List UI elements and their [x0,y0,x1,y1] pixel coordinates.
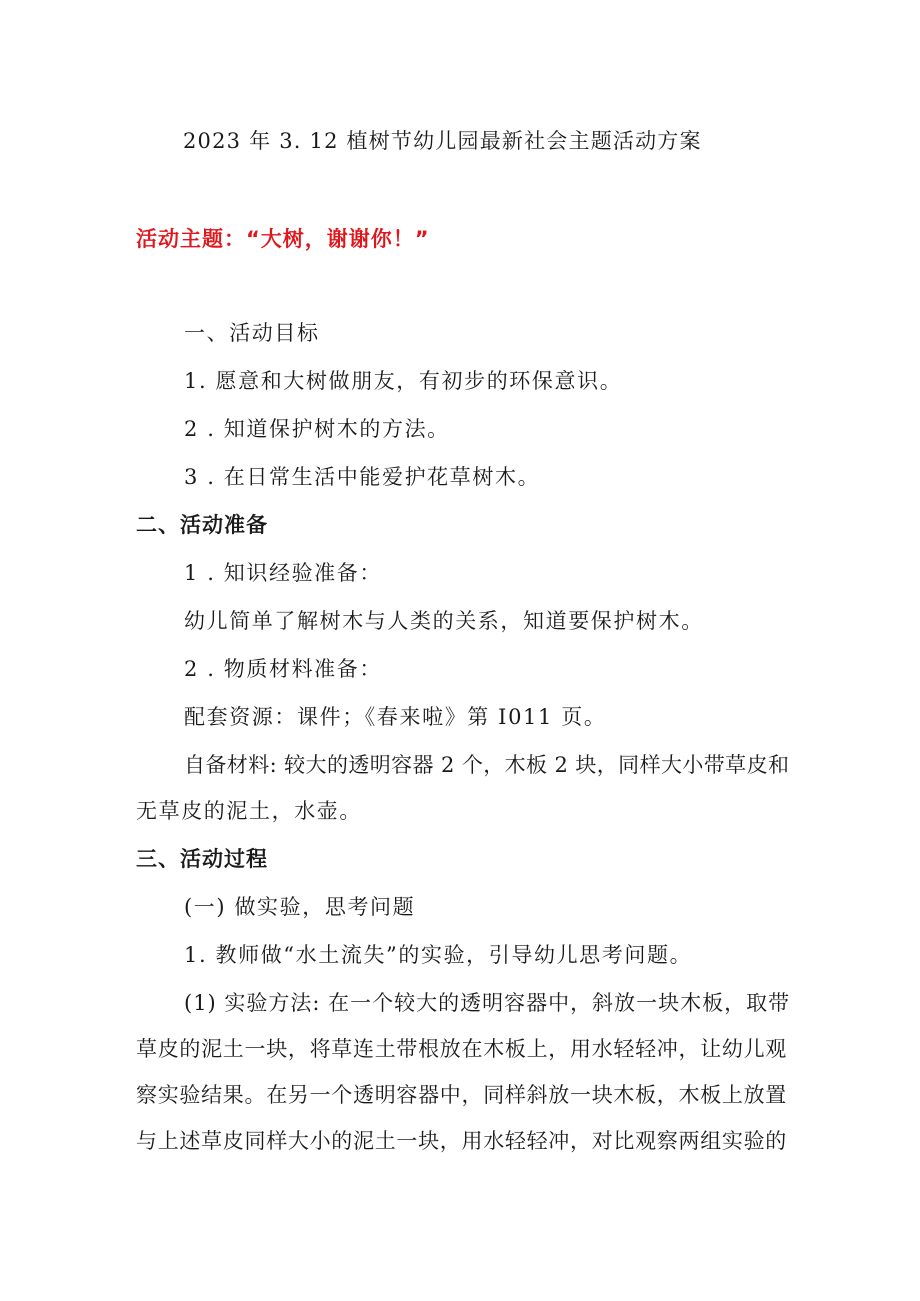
section-preparation-heading: 二、活动准备 [136,513,268,537]
prep-resources: 配套资源：课件；《春来啦》第 I011 页。 [184,705,607,729]
process-paragraph-line-4: 与上述草皮同样大小的泥土一块，用水轻轻冲，对比观察两组实验的 [136,1129,787,1153]
process-sub-heading-1: (一) 做实验，思考问题 [184,895,416,919]
prep-knowledge-label: 1 . 知识经验准备： [184,561,382,585]
section-goals-heading: 一、活动目标 [184,321,320,345]
goal-item-1: 1. 愿意和大树做朋友，有初步的环保意识。 [184,369,623,393]
process-step-1: 1. 教师做“水土流失”的实验，引导幼儿思考问题。 [184,943,693,967]
prep-materials-line2: 无草皮的泥土，水壶。 [136,799,362,823]
prep-materials-line1: 自备材料: 较大的透明容器 2 个，木板 2 块，同样大小带草皮和 [184,753,790,777]
goal-item-3: 3 . 在日常生活中能爱护花草树木。 [184,465,541,489]
document-title: 2023 年 3. 12 植树节幼儿园最新社会主题活动方案 [183,129,702,153]
process-paragraph-line-2: 草皮的泥土一块，将草连土带根放在木板上，用水轻轻冲，让幼儿观 [136,1037,787,1061]
process-paragraph-line-1: (1) 实验方法: 在一个较大的透明容器中，斜放一块木板，取带 [184,991,791,1015]
prep-knowledge-text: 幼儿简单了解树木与人类的关系，知道要保护树木。 [184,609,704,633]
prep-materials-label: 2 . 物质材料准备： [184,657,382,681]
activity-theme: 活动主题：“大树，谢谢你！” [136,227,430,251]
process-paragraph-line-3: 察实验结果。在另一个透明容器中，同样斜放一块木板，木板上放置 [136,1083,787,1107]
section-process-heading: 三、活动过程 [136,847,268,871]
goal-item-2: 2 . 知道保护树木的方法。 [184,417,450,441]
